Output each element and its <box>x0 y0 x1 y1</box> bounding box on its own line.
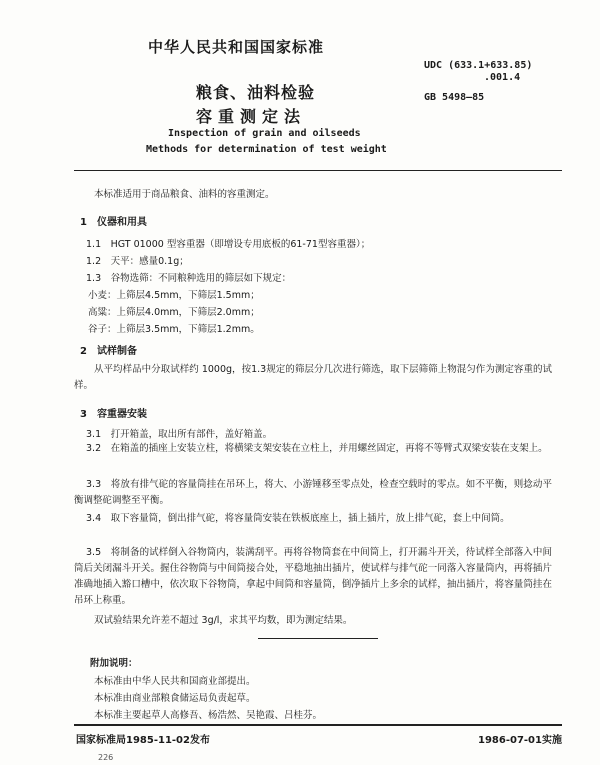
section3-item5: 3.5 将制备的试样倒入谷物筒内，装满刮平。再将谷物筒套在中间筒上，打开漏斗开关，待试样全部落入中间筒后关闭漏斗开关。握住谷物筒与中间筒接合处，平稳地抽出插片，使试样与排气砣一同落入容量筒内，再将插片准确地插入豁口槽中，依次取下谷物筒，拿起中间筒和容量筒，倒净插片上多余的试样，抽出插片，将容量筒挂在吊环上称重。 <box>74 547 552 606</box>
header-divider <box>74 170 562 171</box>
en-title-line2: Methods for determination of test weight <box>146 144 387 155</box>
effective-date: 1986-07-01实施 <box>478 735 562 746</box>
section1-item1: 1.1 HGT 01000 型容重器（即增设专用底板的61-71型容重器）； <box>86 239 371 250</box>
issue-date: 国家标准局1985-11-02发布 <box>76 735 210 746</box>
standard-header-title: 中华人民共和国国家标准 <box>148 38 325 56</box>
notes-line1: 本标准由中华人民共和国商业部提出。 <box>94 676 256 687</box>
section1-item2: 1.2 天平：感量0.1g； <box>86 256 189 267</box>
sieve-sorghum: 高粱：上筛层4.0mm，下筛层2.0mm； <box>88 307 260 318</box>
intro-text: 本标准适用于商品粮食、油料的容重测定。 <box>94 189 275 200</box>
page-number: 226 <box>98 753 114 762</box>
udc-code: UDC (633.1+633.85) <box>424 60 533 71</box>
section3-item2: 3.2 在箱盖的插座上安装立柱，将横梁支架安装在立柱上，并用螺丝固定，再将不等臂式双梁安装在支架上。 <box>86 443 548 454</box>
section2-text: 从平均样品中分取试样约 1000g，按1.3规定的筛层分几次进行筛选，取下层筛筛上物混匀作为测定容重的试样。 <box>74 364 552 391</box>
section3-item1: 3.1 打开箱盖，取出所有部件，盖好箱盖。 <box>86 429 273 440</box>
section3-item4: 3.4 取下容量筒，倒出排气砣，将容量筒安装在铁板底座上，插上插片，放上排气砣，套上中间筒。 <box>86 513 510 524</box>
section3-result: 双试验结果允许差不超过 3g/l，求其平均数，即为测定结果。 <box>94 615 353 626</box>
section3-item3: 3.3 将放有排气砣的容量筒挂在吊环上，将大、小游锤移至零点处，检查空载时的零点。如不平衡，则捻动平衡调整砣调整至平衡。 <box>74 479 552 506</box>
gb-number: GB 5498—85 <box>424 92 485 103</box>
cn-title-line2: 容重测定法 <box>196 107 307 126</box>
sieve-wheat: 小麦：上筛层4.5mm，下筛层1.5mm； <box>88 290 260 301</box>
section3-heading: 3 容重器安装 <box>80 409 147 420</box>
en-title-line1: Inspection of grain and oilseeds <box>168 128 361 139</box>
notes-line3: 本标准主要起草人高修吾、杨浩然、吴艳霞、吕桂芬。 <box>94 710 323 721</box>
sieve-millet: 谷子：上筛层3.5mm，下筛层1.2mm。 <box>88 324 260 335</box>
cn-title-line1: 粮食、油料检验 <box>196 83 316 102</box>
short-divider <box>258 638 378 639</box>
section1-heading: 1 仪器和用具 <box>80 217 147 228</box>
section1-item3: 1.3 谷物选筛：不同粮种选用的筛层如下规定： <box>86 273 292 284</box>
udc-code-suffix: .001.4 <box>484 72 521 83</box>
notes-line2: 本标准由商业部粮食储运局负责起草。 <box>94 693 256 704</box>
notes-title: 附加说明： <box>90 658 138 669</box>
footer-divider <box>74 724 562 726</box>
section2-heading: 2 试样制备 <box>80 346 137 357</box>
